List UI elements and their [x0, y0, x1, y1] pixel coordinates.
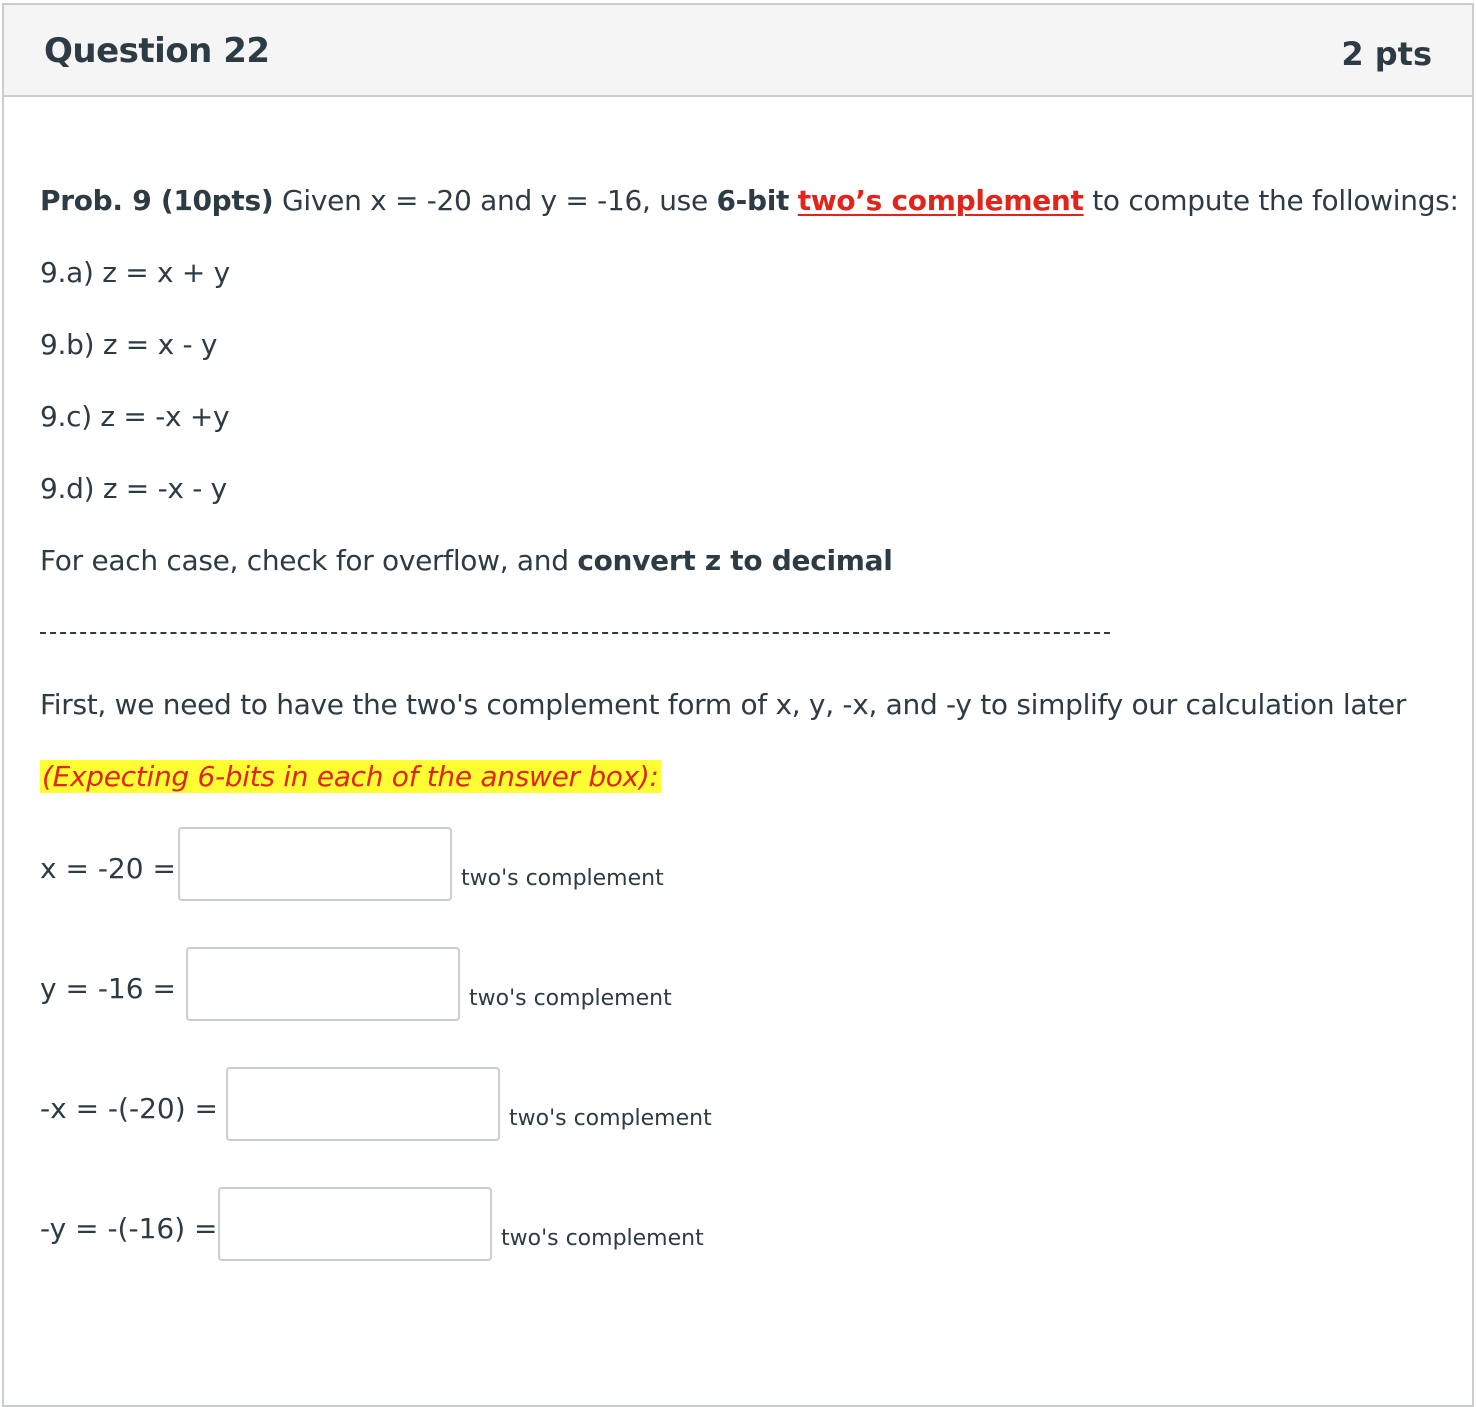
- problem-statement: [40, 184, 1459, 217]
- answer-label-neg-x: -x = -(-20) =: [40, 1092, 218, 1125]
- instruction: [40, 544, 893, 577]
- answer-input-neg-y[interactable]: [218, 1187, 492, 1261]
- instruction-bold: convert z to decimal: [577, 544, 893, 577]
- question-title: Question 22: [44, 31, 270, 71]
- answer-label-x: x = -20 =: [40, 852, 176, 885]
- instruction-text: For each case, check for overflow, and: [40, 544, 578, 577]
- problem-text-2: to compute the followings:: [1083, 184, 1459, 217]
- expecting-highlight: (Expecting 6-bits in each of the answer box):: [42, 760, 659, 793]
- expecting-note: [40, 760, 661, 793]
- answer-input-neg-x[interactable]: [226, 1067, 500, 1141]
- problem-bits: 6-bit: [716, 184, 790, 217]
- intro-text: First, we need to have the two's complement form of x, y, -x, and -y to simplify our calculation later: [40, 688, 1407, 721]
- problem-prefix: Prob. 9 (10pts): [40, 184, 274, 217]
- part-d: 9.d) z = -x - y: [40, 472, 227, 505]
- part-a: 9.a) z = x + y: [40, 256, 230, 289]
- answer-suffix-x: two's complement: [461, 866, 664, 891]
- part-c: 9.c) z = -x +y: [40, 400, 230, 433]
- dashed-divider: [40, 632, 1110, 634]
- answer-input-y[interactable]: [186, 947, 460, 1021]
- part-b: 9.b) z = x - y: [40, 328, 218, 361]
- answer-input-x[interactable]: [178, 827, 452, 901]
- answer-suffix-neg-y: two's complement: [501, 1226, 704, 1251]
- answer-suffix-neg-x: two's complement: [509, 1106, 712, 1131]
- answer-suffix-y: two's complement: [469, 986, 672, 1011]
- answer-label-y: y = -16 =: [40, 972, 176, 1005]
- problem-text-1: Given x = -20 and y = -16, use: [273, 184, 717, 217]
- question-points: 2 pts: [1341, 35, 1432, 73]
- question-header: [4, 5, 1472, 97]
- answer-label-neg-y: -y = -(-16) =: [40, 1212, 218, 1245]
- twos-complement-link[interactable]: two’s complement: [797, 184, 1084, 217]
